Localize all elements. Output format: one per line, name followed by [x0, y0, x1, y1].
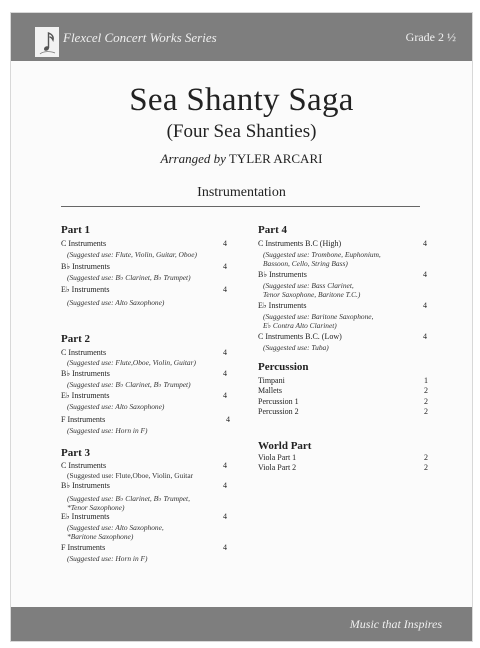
part-2-row-name: C Instruments: [61, 348, 107, 357]
instrumentation-heading: Instrumentation: [197, 185, 286, 200]
part-4-row-count: 4: [423, 301, 427, 310]
part-2-heading: Part 2: [61, 333, 91, 345]
part-4-row-count: 4: [423, 332, 427, 341]
part-2-row-count: 4: [223, 391, 227, 400]
part-4-row-suggested-cont: Tenor Saxophone, Baritone T.C.): [263, 290, 361, 299]
part-3-row-suggested: (Suggested use: B♭ Clarinet, B♭ Trumpet,: [67, 494, 190, 503]
part-3-row-name: E♭ Instruments: [61, 512, 110, 521]
world-part-row-name: Viola Part 1: [258, 453, 297, 462]
score-page: [10, 12, 473, 642]
part-2-row-suggested: (Suggested use: Horn in F): [67, 426, 148, 435]
music-note-logo-icon: [35, 27, 59, 57]
arranger-credit: [11, 151, 472, 167]
part-3-row-count: 4: [223, 461, 227, 470]
part-2-row-name: B♭ Instruments: [61, 369, 110, 378]
part-4-heading: Part 4: [258, 224, 288, 236]
part-2-row-suggested: (Suggested use: B♭ Clarinet, B♭ Trumpet): [67, 380, 191, 389]
world-part-row-count: 2: [424, 453, 428, 462]
part-4-row-name: C Instruments B.C (High): [258, 239, 342, 248]
part-2-row-name: F Instruments: [61, 415, 106, 424]
percussion-row-count: 2: [424, 386, 428, 395]
part-1-row-count: 4: [223, 262, 227, 271]
part-3-row-suggested-cont: *Baritone Saxophone): [67, 532, 134, 541]
part-1-row-name: B♭ Instruments: [61, 262, 110, 271]
series-name: Flexcel Concert Works Series: [63, 30, 217, 45]
part-3-row-name: C Instruments: [61, 461, 107, 470]
part-4-row-count: 4: [423, 239, 427, 248]
percussion-row-name: Percussion 1: [258, 397, 299, 406]
percussion-row-name: Timpani: [258, 376, 285, 385]
part-2-row-count: 4: [223, 348, 227, 357]
part-2-row-suggested: (Suggested use: Flute,Oboe, Violin, Guitar): [67, 358, 196, 367]
percussion-row-count: 2: [424, 397, 428, 406]
world-part-row-count: 2: [424, 463, 428, 472]
part-2-row-name: E♭ Instruments: [61, 391, 110, 400]
part-4-row-suggested-cont: Bassoon, Cello, String Bass): [263, 259, 348, 268]
piece-title: Sea Shanty Saga: [129, 82, 354, 118]
part-1-row-count: 4: [223, 285, 227, 294]
percussion-row-name: Mallets: [258, 386, 282, 395]
footer-band: [11, 607, 472, 641]
percussion-row-count: 2: [424, 407, 428, 416]
series-header-band: [11, 13, 472, 61]
part-4-row-name: B♭ Instruments: [258, 270, 307, 279]
part-3-row-suggested-cont: *Tenor Saxophone): [67, 503, 125, 512]
world-part-row-name: Viola Part 2: [258, 463, 297, 472]
part-4-row-suggested-cont: E♭ Contra Alto Clarinet): [263, 321, 337, 330]
arranged-by-label: Arranged by: [160, 151, 226, 166]
part-4-row-count: 4: [423, 270, 427, 279]
part-3-row-count: 4: [223, 481, 227, 490]
part-2-row-suggested: (Suggested use: Alto Saxophone): [67, 402, 165, 411]
part-3-row-count: 4: [223, 543, 227, 552]
heading-divider: [61, 206, 420, 207]
part-1-row-name: E♭ Instruments: [61, 285, 110, 294]
footer-tagline: Music that Inspires: [349, 617, 442, 631]
part-4-row-suggested: (Suggested use: Tuba): [263, 343, 329, 352]
percussion-row-name: Percussion 2: [258, 407, 299, 416]
percussion-heading: Percussion: [258, 361, 309, 373]
part-3-row-suggested: (Suggested use: Flute,Oboe, Violin, Guitar: [67, 471, 194, 480]
grade-level: Grade 2 ½: [405, 30, 456, 44]
part-3-heading: Part 3: [61, 447, 91, 459]
part-4-row-suggested: (Suggested use: Bass Clarinet,: [263, 281, 354, 290]
part-4-row-suggested: (Suggested use: Trombone, Euphonium,: [263, 250, 381, 259]
piece-subtitle: (Four Sea Shanties): [166, 121, 317, 142]
percussion-row-count: 1: [424, 376, 428, 385]
part-3-row-count: 4: [223, 512, 227, 521]
world-part-heading: World Part: [258, 440, 312, 452]
part-3-row-name: B♭ Instruments: [61, 481, 110, 490]
part-3-row-suggested: (Suggested use: Horn in F): [67, 554, 148, 563]
part-4-row-name: C Instruments B.C. (Low): [258, 332, 342, 341]
part-4-row-suggested: (Suggested use: Baritone Saxophone,: [263, 312, 374, 321]
part-2-row-count: 4: [226, 415, 230, 424]
part-3-row-suggested: (Suggested use: Alto Saxophone,: [67, 523, 164, 532]
part-1-row-suggested: (Suggested use: B♭ Clarinet, B♭ Trumpet): [67, 273, 191, 282]
arranger-name: TYLER ARCARI: [228, 151, 323, 166]
part-3-row-name: F Instruments: [61, 543, 106, 552]
part-1-row-count: 4: [223, 239, 227, 248]
part-4-row-name: E♭ Instruments: [258, 301, 307, 310]
part-2-row-count: 4: [223, 369, 227, 378]
part-1-row-suggested: (Suggested use: Flute, Violin, Guitar, Oboe): [67, 250, 197, 259]
part-1-heading: Part 1: [61, 224, 91, 236]
part-1-row-name: C Instruments: [61, 239, 107, 248]
part-1-row-suggested: (Suggested use: Alto Saxophone): [67, 298, 165, 307]
